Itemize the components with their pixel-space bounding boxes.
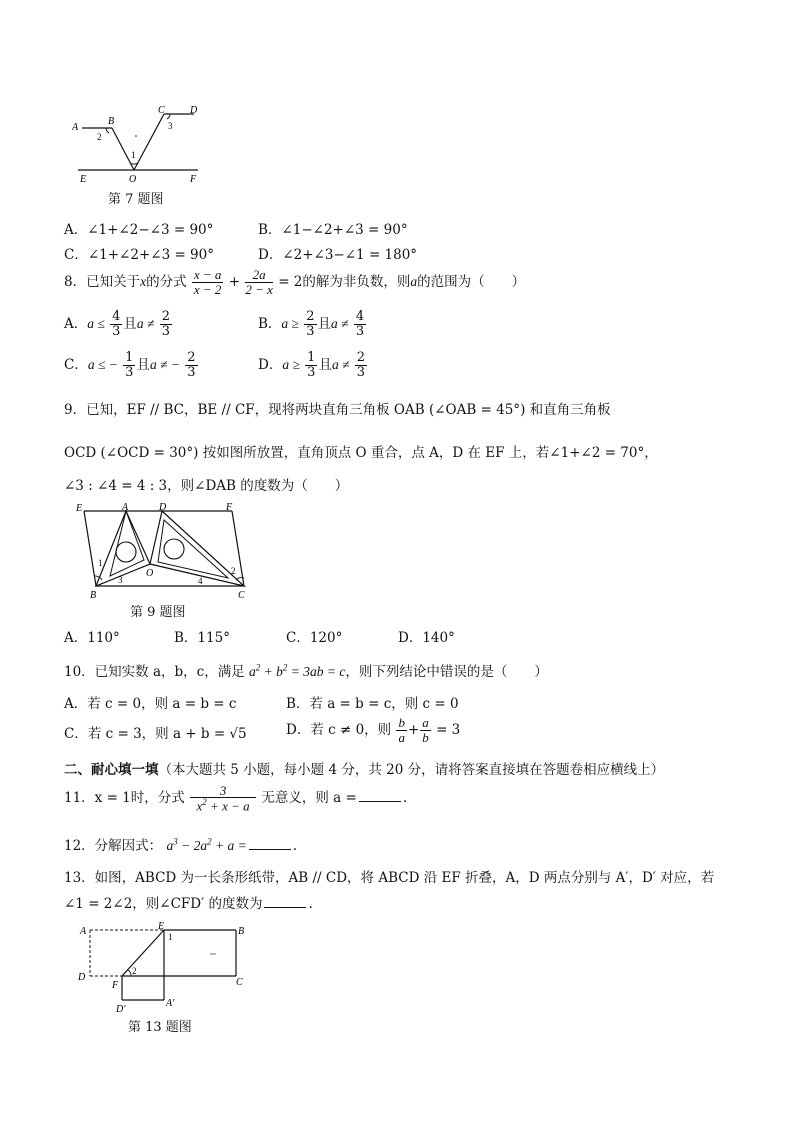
q9-stem-line-2: OCD (∠OCD = 30°) 按如图所放置，直角顶点 O 重合，点 A，D 在 EF 上，若∠1+∠2 = 70°，: [64, 445, 658, 461]
fig7-label-B: B: [108, 116, 115, 127]
fig9-label-3: 3: [118, 575, 123, 585]
fig13-label-2: 2: [132, 966, 137, 976]
q7-option-c: C．∠1+∠2+∠3 = 90°: [64, 247, 214, 263]
fig13-label-C: C: [236, 977, 243, 988]
fig9-label-2: 2: [231, 566, 236, 576]
q8-option-a: A．a ≤ $\frac{4}{3}$ 且a ≠ $\frac{2}{3}$: [64, 309, 170, 339]
q7-option-a: A．∠1+∠2−∠3 = 90°: [64, 222, 214, 238]
fig9-label-C: C: [238, 590, 245, 600]
q12-stem: 12．分解因式： $a^3 - 2a^2 + a$ = .: [64, 836, 298, 854]
q12-answer-blank[interactable]: [249, 837, 291, 850]
q10-option-d: D．若 c ≠ 0，则 $\frac{b}{a}$ + $\frac{a}{b}$ = 3: [286, 715, 461, 745]
section-2-header: 二、耐心填一填（本大题共 5 小题，每小题 4 分，共 20 分，请将答案直接填在答题卷相应横线上）: [64, 762, 665, 778]
fig9-label-F: F: [226, 502, 233, 513]
fig9-label-O: O: [146, 568, 154, 579]
q8-stem: 8．已知关于x的分式 $\frac{x - a}{x - 2}$ + $\frac{2a}{2 - x}$ = 2的解为非负数，则a的范围为（ ）: [64, 267, 526, 297]
fig13-label-Dprime: D′: [116, 1004, 126, 1015]
q11-stem: 11．x = 1时，分式 $\frac{3}{x^2 + x - a}$ 无意义，则 a = .: [64, 782, 408, 814]
q10-option-c: C．若 c = 3，则 a + b = √5: [64, 726, 247, 742]
q9-option-d: D．140°: [398, 630, 455, 646]
fig7-label-D: D: [190, 105, 198, 116]
figure-9-diagram: [72, 500, 254, 600]
fig13-label-D: D: [78, 972, 86, 983]
fig13-label-Aprime: A′: [166, 998, 175, 1009]
fig13-label-A: A: [80, 926, 87, 937]
fig9-label-A: A: [122, 502, 129, 513]
fig9-label-D: D: [159, 502, 167, 513]
fig7-label-C: C: [158, 105, 165, 116]
q13-stem-line-2: ∠1 = 2∠2，则∠CFD′ 的度数为 .: [64, 896, 313, 912]
q10-option-b: B．若 a = b = c，则 c = 0: [286, 696, 459, 712]
fig7-label-E: E: [80, 174, 87, 184]
fig13-label-1: 1: [168, 932, 173, 942]
figure-9-caption: 第 9 题图: [130, 605, 186, 620]
fig13-label-B: B: [238, 926, 245, 937]
q10-option-a: A．若 c = 0，则 a = b = c: [64, 696, 237, 712]
fig9-label-1: 1: [98, 558, 103, 568]
q9-option-a: A．110°: [64, 630, 120, 646]
q9-stem-line-1: 9．已知，EF // BC，BE // CF，现将两块直角三角板 OAB (∠OAB = 45°) 和直角三角板: [64, 402, 611, 418]
q7-option-d: D．∠2+∠3−∠1 = 180°: [258, 247, 418, 263]
q10-stem: 10．已知实数 a，b，c，满足 $a^2 + b^2 = 3ab = c$，则下列结论中错误的是（ ）: [64, 662, 548, 680]
fig7-label-1: 1: [131, 150, 136, 160]
fig9-label-B: B: [90, 590, 97, 600]
fig7-label-2: 2: [97, 132, 102, 142]
fig13-label-F: F: [112, 980, 119, 991]
figure-13-caption: 第 13 题图: [128, 1020, 192, 1035]
q11-answer-blank[interactable]: [359, 789, 401, 802]
fig9-label-E: E: [76, 503, 83, 514]
fig7-label-O: O: [129, 174, 137, 184]
fig13-label-E: E: [158, 922, 165, 932]
q8-option-d: D．a ≥ $\frac{1}{3}$ 且a ≠ $\frac{2}{3}$: [258, 350, 366, 380]
q13-answer-blank[interactable]: [264, 895, 306, 908]
figure-13-diagram: [76, 922, 248, 1016]
figure-7-diagram: [72, 104, 212, 184]
q9-stem-line-3: ∠3 : ∠4 = 4 : 3，则∠DAB 的度数为（ ）: [64, 478, 349, 494]
fig7-label-3: 3: [168, 121, 173, 131]
q9-option-b: B．115°: [174, 630, 230, 646]
fig7-label-F: F: [190, 174, 197, 184]
q9-option-c: C．120°: [286, 630, 343, 646]
figure-7-caption: 第 7 题图: [108, 192, 164, 207]
q7-option-b: B．∠1−∠2+∠3 = 90°: [258, 222, 408, 238]
q8-option-c: C．a ≤ − $\frac{1}{3}$ 且a ≠ − $\frac{2}{3}$: [64, 350, 196, 380]
fig7-label-A: A: [72, 122, 79, 133]
q13-stem-line-1: 13．如图，ABCD 为一长条形纸带，AB // CD，将 ABCD 沿 EF 折叠，A，D 两点分别与 A′，D′ 对应，若: [64, 870, 715, 886]
q8-option-b: B．a ≥ $\frac{2}{3}$ 且a ≠ $\frac{4}{3}$: [258, 309, 365, 339]
fig9-label-4: 4: [198, 576, 203, 586]
